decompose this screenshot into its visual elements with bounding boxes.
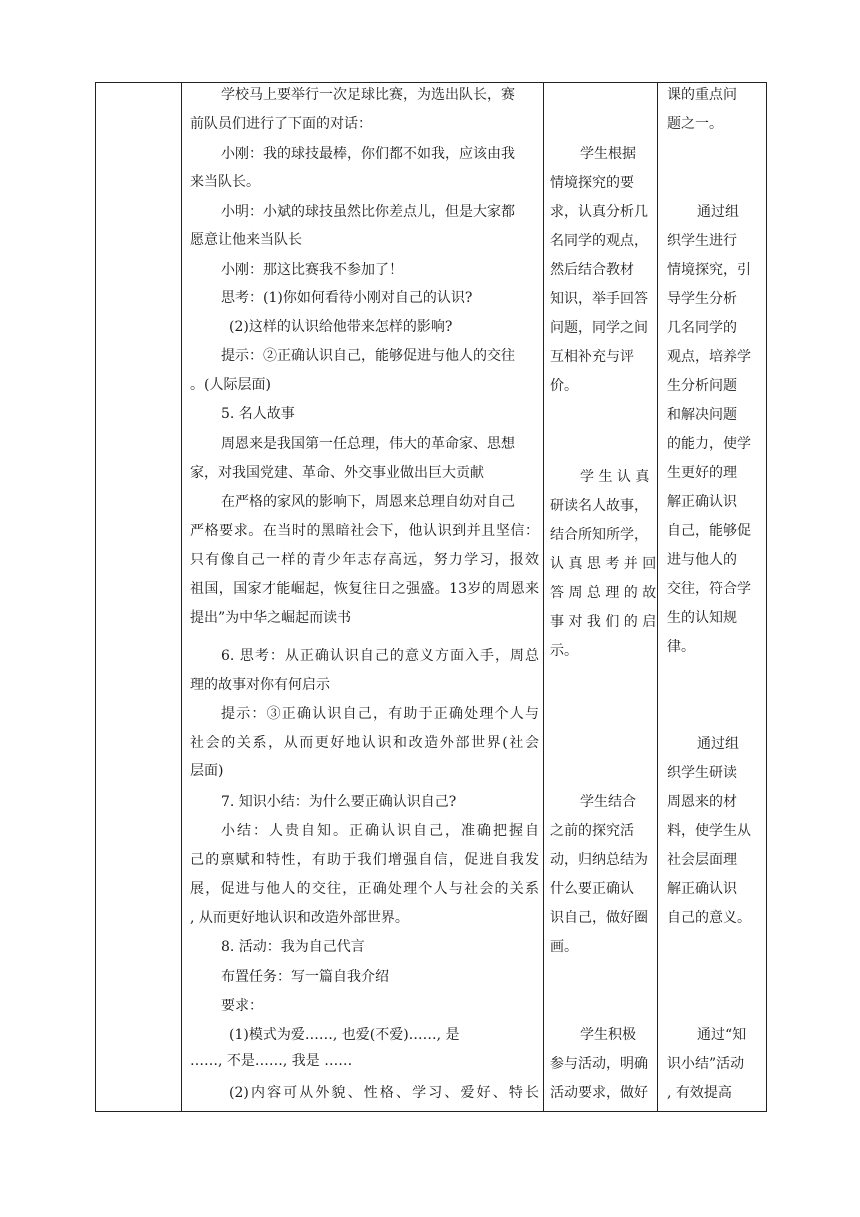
text-line: 之前的探究活 bbox=[550, 823, 634, 839]
text-line: 小明：小斌的球技虽然比你差点儿，但是大家都 bbox=[221, 204, 515, 220]
text-line: 学生积极 bbox=[580, 1027, 636, 1043]
text-line: 自己，能够促 bbox=[667, 523, 751, 539]
text-line: 识自己，做好圈 bbox=[550, 910, 648, 926]
text-line: 周恩来是我国第一任总理，伟大的革命家、思想 bbox=[221, 436, 515, 452]
text-line: 只有像自己一样的青少年志存高远，努力学习，报效 bbox=[190, 552, 539, 568]
text-line: (1)模式为爱……, 也爱(不爱)……, 是 bbox=[229, 1027, 460, 1043]
text-line: 解正确认识 bbox=[667, 881, 737, 897]
text-line: 祖国，国家才能崛起，恢复往日之强盛。13岁的周恩来 bbox=[190, 581, 539, 597]
text-line: 布置任务：写一篇自我介绍 bbox=[221, 969, 389, 985]
text-line: ……, 不是……, 我是 …… bbox=[190, 1053, 353, 1069]
text-line: 学生根据 bbox=[580, 146, 636, 162]
text-line: 进与他人的 bbox=[667, 552, 737, 568]
text-line: 题之一。 bbox=[667, 116, 723, 132]
table-divider bbox=[543, 82, 544, 1112]
text-line: 小刚：那这比赛我不参加了！ bbox=[221, 262, 403, 278]
text-line: 要求： bbox=[221, 998, 263, 1014]
text-line: 小刚：我的球技最棒，你们都不如我，应该由我 bbox=[221, 146, 515, 162]
text-line: 解正确认识 bbox=[667, 494, 737, 510]
text-line: 通过“知 bbox=[697, 1027, 747, 1043]
text-line: 识小结”活动 bbox=[667, 1056, 745, 1072]
text-line: 几名同学的 bbox=[667, 320, 737, 336]
text-line: 生更好的理 bbox=[667, 465, 737, 481]
text-line: 事 对 我 们 的 启 bbox=[550, 614, 657, 630]
text-line: 的能力，使学 bbox=[667, 436, 751, 452]
text-line: 互相补充与评 bbox=[550, 349, 634, 365]
text-line: 愿意让他来当队长 bbox=[190, 232, 302, 248]
text-line: 价。 bbox=[550, 378, 578, 394]
text-line: 然后结合教材 bbox=[550, 262, 634, 278]
table-border-top bbox=[95, 82, 767, 83]
table-border-left bbox=[95, 82, 96, 1112]
section-heading: 5. 名人故事 bbox=[221, 406, 295, 422]
text-line: 提示：②正确认识自己，能够促进与他人的交往 bbox=[221, 348, 515, 364]
text-line: 学 生 认 真 bbox=[580, 469, 650, 485]
text-line: 严格要求。在当时的黑暗社会下，他认识到并且坚信： bbox=[190, 523, 539, 539]
text-line: 学生结合 bbox=[580, 794, 636, 810]
text-line: 示。 bbox=[550, 643, 578, 659]
text-line: 画。 bbox=[550, 939, 578, 955]
text-line: 社会的关系，从而更好地认识和改造外部世界(社会 bbox=[190, 735, 539, 751]
text-line: 生的认知规 bbox=[667, 610, 737, 626]
text-line: 和解决问题 bbox=[667, 407, 737, 423]
text-line: 织学生研读 bbox=[667, 765, 737, 781]
text-line: 通过组 bbox=[697, 736, 739, 752]
text-line: 在严格的家风的影响下，周恩来总理自幼对自己 bbox=[221, 494, 515, 510]
text-line: 课的重点问 bbox=[667, 87, 737, 103]
text-line: 周恩来的材 bbox=[667, 794, 737, 810]
text-line: 名同学的观点， bbox=[550, 233, 648, 249]
text-line: , 从而更好地认识和改造外部世界。 bbox=[190, 910, 409, 926]
table-divider bbox=[657, 82, 658, 1112]
text-line: 展，促进与他人的交往，正确处理个人与社会的关系 bbox=[190, 881, 539, 897]
text-line: 导学生分析 bbox=[667, 291, 737, 307]
text-line: 料，使学生从 bbox=[667, 823, 751, 839]
text-line: 认 真 思 考 并 回 bbox=[550, 556, 657, 572]
section-heading: 8. 活动：我为自己代言 bbox=[221, 939, 365, 955]
text-line: 提出”为中华之崛起而读书 bbox=[190, 610, 352, 626]
text-line: 生分析问题 bbox=[667, 378, 737, 394]
section-heading: 7. 知识小结：为什么要正确认识自己? bbox=[221, 794, 457, 810]
text-line: 小结：人贵自知。正确认识自己，准确把握自 bbox=[221, 823, 539, 839]
text-line: 参与活动，明确 bbox=[550, 1056, 648, 1072]
text-line: 什么要正确认 bbox=[550, 881, 634, 897]
text-line: 知识，举手回答 bbox=[550, 291, 648, 307]
text-line: , 有效提高 bbox=[667, 1085, 732, 1101]
text-line: 观点，培养学 bbox=[667, 349, 751, 365]
text-line: 动，归纳总结为 bbox=[550, 852, 648, 868]
text-line: 织学生进行 bbox=[667, 233, 737, 249]
text-line: 活动要求，做好 bbox=[550, 1085, 648, 1101]
text-line: 。(人际层面) bbox=[190, 377, 271, 393]
text-line: 自己的意义。 bbox=[667, 910, 751, 926]
text-line: 结合所知所学， bbox=[550, 527, 648, 543]
text-line: 情境探究的要 bbox=[550, 175, 634, 191]
table-border-bottom bbox=[95, 1111, 767, 1112]
text-line: 交往，符合学 bbox=[667, 581, 751, 597]
text-line: 答 周 总 理 的 故 bbox=[550, 585, 657, 601]
text-line: 来当队长。 bbox=[190, 174, 260, 190]
text-line: 通过组 bbox=[697, 204, 739, 220]
text-line: 家，对我国党建、革命、外交事业做出巨大贡献 bbox=[190, 465, 484, 481]
text-line: 律。 bbox=[667, 639, 695, 655]
text-line: 层面) bbox=[190, 763, 224, 779]
text-line: 己的禀赋和特性，有助于我们增强自信，促进自我发 bbox=[190, 852, 539, 868]
table-divider bbox=[181, 82, 182, 1112]
text-line: 学校马上要举行一次足球比赛，为选出队长，赛 bbox=[221, 87, 515, 103]
text-line: 情境探究，引 bbox=[667, 262, 751, 278]
text-line: 理的故事对你有何启示 bbox=[190, 677, 330, 693]
text-line: (2)这样的认识给他带来怎样的影响? bbox=[229, 319, 453, 335]
table-border-right bbox=[766, 82, 767, 1112]
text-line: (2)内容可从外貌、性格、学习、爱好、特长 bbox=[229, 1085, 539, 1101]
text-line: 问题，同学之间 bbox=[550, 320, 648, 336]
text-line: 前队员们进行了下面的对话： bbox=[190, 116, 372, 132]
section-heading: 6. 思考：从正确认识自己的意义方面入手，周总 bbox=[221, 648, 539, 664]
text-line: 求，认真分析几 bbox=[550, 204, 648, 220]
text-line: 提示：③正确认识自己，有助于正确处理个人与 bbox=[221, 706, 539, 722]
text-line: 社会层面理 bbox=[667, 852, 737, 868]
text-line: 思考：(1)你如何看待小刚对自己的认识? bbox=[221, 290, 473, 306]
text-line: 研读名人故事， bbox=[550, 498, 648, 514]
